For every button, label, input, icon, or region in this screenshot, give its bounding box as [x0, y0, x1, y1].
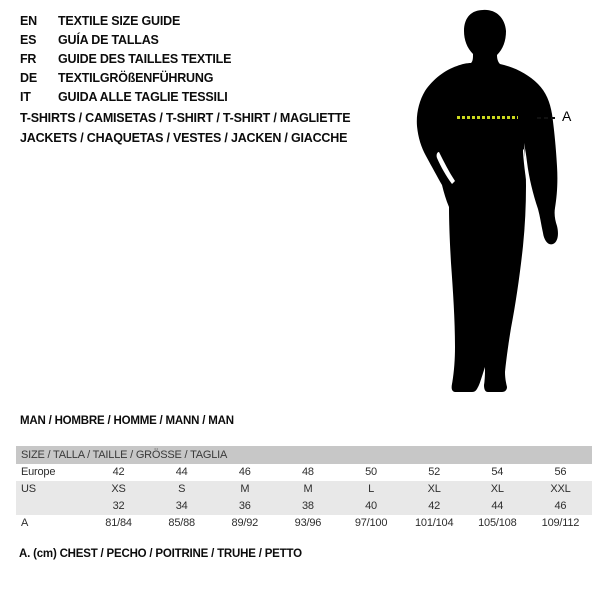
language-code: IT	[20, 90, 31, 104]
figure-man	[398, 4, 570, 399]
table-cell: 109/112	[541, 517, 580, 529]
table-row-chest	[16, 515, 592, 532]
table-cell: 52	[428, 466, 441, 478]
table-cell: 34	[175, 500, 188, 512]
table-cell: XXL	[550, 483, 571, 495]
language-title: TEXTILE SIZE GUIDE	[58, 14, 181, 28]
table-cell: M	[303, 483, 313, 495]
table-cell: 44	[175, 466, 188, 478]
table-cell: M	[240, 483, 250, 495]
table-cell: 38	[302, 500, 314, 512]
measurement-callout-line	[537, 117, 558, 119]
language-row	[20, 69, 231, 88]
table-cell: 36	[238, 500, 251, 512]
table-cell: 101/104	[415, 517, 454, 529]
language-code: ES	[20, 33, 37, 47]
row-label: Europe	[21, 466, 56, 478]
table-cell: 97/100	[354, 517, 388, 529]
table-cell: XL	[427, 483, 441, 495]
category-list	[20, 108, 350, 148]
row-label: US	[21, 483, 36, 495]
table-row-us	[16, 481, 592, 498]
language-code: EN	[20, 14, 37, 28]
table-cell: 46	[554, 500, 567, 512]
table-cell: 42	[428, 500, 441, 512]
table-cell: 44	[491, 500, 504, 512]
language-title: GUIDE DES TAILLES TEXTILE	[58, 52, 232, 66]
language-code: FR	[20, 52, 37, 66]
table-cell: XS	[111, 483, 126, 495]
language-title: GUÍA DE TALLAS	[58, 33, 159, 47]
size-table	[16, 446, 592, 532]
man-silhouette	[398, 4, 570, 399]
table-cell: 40	[365, 500, 377, 512]
table-cell: 54	[491, 466, 504, 478]
size-table-header: SIZE / TALLA / TAILLE / GRÖSSE / TAGLIA	[16, 446, 592, 464]
language-row	[20, 88, 231, 107]
language-row	[20, 12, 231, 31]
language-row	[20, 50, 231, 69]
table-cell: 46	[238, 466, 251, 478]
row-label: A	[21, 517, 29, 529]
gender-heading: MAN / HOMBRE / HOMME / MANN / MAN	[20, 415, 234, 427]
table-cell: S	[178, 483, 186, 495]
table-cell: 105/108	[478, 517, 517, 529]
table-cell: 85/88	[168, 517, 195, 529]
table-cell: L	[368, 483, 375, 495]
table-cell: 32	[112, 500, 125, 512]
table-cell: 89/92	[231, 517, 259, 529]
table-cell: XL	[490, 483, 504, 495]
language-code: DE	[20, 71, 37, 85]
table-cell: 48	[302, 466, 314, 478]
category-line-jackets: JACKETS / CHAQUETAS / VESTES / JACKEN / GIACCHE	[20, 131, 348, 145]
table-row-numeric	[16, 498, 592, 515]
table-cell: 42	[112, 466, 125, 478]
table-cell: 81/84	[105, 517, 132, 529]
table-cell: 93/96	[294, 517, 322, 529]
table-row-europe	[16, 464, 592, 481]
measurement-label-a: A	[562, 108, 572, 124]
chest-measurement-line	[457, 116, 518, 119]
language-title: GUIDA ALLE TAGLIE TESSILI	[58, 90, 228, 104]
table-cell: 56	[554, 466, 567, 478]
footnote: A. (cm) CHEST / PECHO / POITRINE / TRUHE / PETTO	[19, 548, 302, 560]
table-cell: 50	[365, 466, 377, 478]
category-line-tshirts: T-SHIRTS / CAMISETAS / T-SHIRT / T-SHIRT / MAGLIETTE	[20, 111, 351, 125]
language-title: TEXTILGRÖßENFÜHRUNG	[58, 71, 214, 85]
language-list	[20, 12, 231, 107]
row-label	[16, 498, 87, 515]
language-row	[20, 31, 231, 50]
